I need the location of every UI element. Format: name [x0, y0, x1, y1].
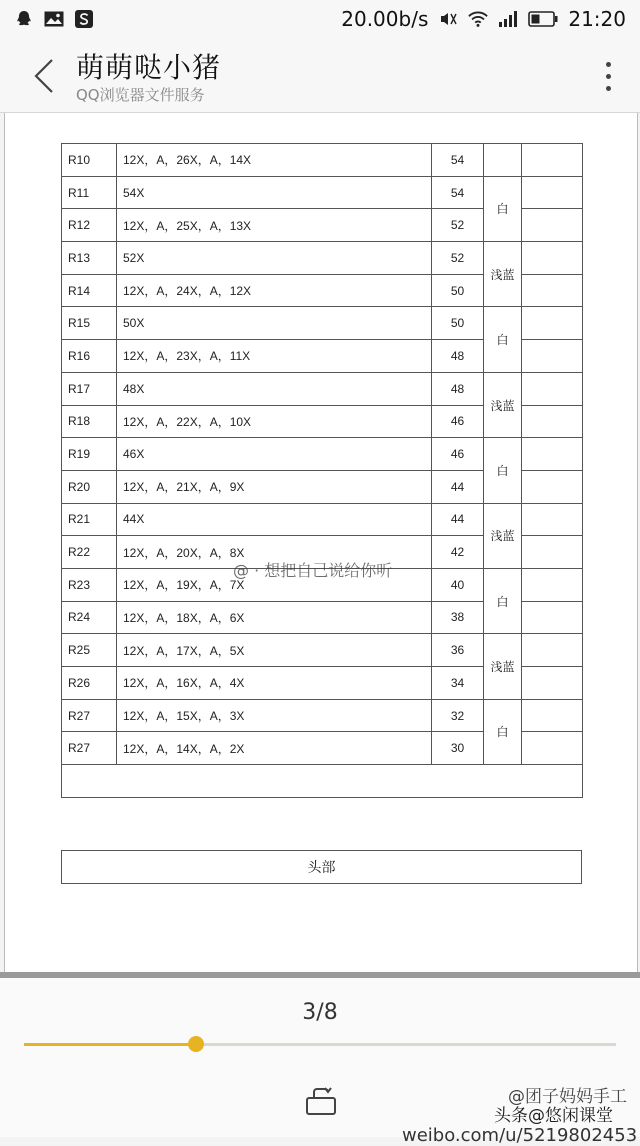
row-description: 12X，A，19X，A，7X: [117, 568, 432, 601]
row-count: 46: [432, 438, 484, 471]
empty-cell: [62, 765, 583, 798]
row-code: R12: [62, 209, 117, 242]
head-label-box: 头部: [61, 850, 582, 884]
table-row: [62, 634, 583, 667]
blank-cell: [522, 503, 583, 536]
color-cell: [484, 144, 522, 177]
row-count: 44: [432, 503, 484, 536]
row-code: R26: [62, 667, 117, 700]
blank-cell: [522, 568, 583, 601]
signal-icon: [498, 10, 518, 28]
blank-cell: [522, 274, 583, 307]
color-cell: 白: [484, 568, 522, 633]
color-cell: 白: [484, 438, 522, 503]
row-description: 12X，A，26X，A，14X: [117, 144, 432, 177]
row-count: 46: [432, 405, 484, 438]
row-description: 12X，A，17X，A，5X: [117, 634, 432, 667]
row-count: 48: [432, 372, 484, 405]
table-row: [62, 372, 583, 405]
color-cell: 浅蓝: [484, 242, 522, 307]
row-code: R27: [62, 732, 117, 765]
row-code: R16: [62, 340, 117, 373]
row-code: R17: [62, 372, 117, 405]
color-cell: 浅蓝: [484, 372, 522, 437]
row-count: 42: [432, 536, 484, 569]
network-speed: 20.00b/s: [341, 7, 429, 31]
row-code: R15: [62, 307, 117, 340]
row-code: R18: [62, 405, 117, 438]
blank-cell: [522, 536, 583, 569]
row-description: 12X，A，18X，A，6X: [117, 601, 432, 634]
row-count: 54: [432, 144, 484, 177]
row-count: 40: [432, 568, 484, 601]
row-description: 46X: [117, 438, 432, 471]
row-description: 52X: [117, 242, 432, 275]
row-description: 12X，A，24X，A，12X: [117, 274, 432, 307]
page-title: 萌萌哒小猪: [76, 51, 222, 84]
row-count: 38: [432, 601, 484, 634]
blank-cell: [522, 209, 583, 242]
watermark-text: @ · 想把自己说给你听: [233, 561, 393, 580]
page-indicator: 3/8: [302, 1000, 338, 1025]
table-row: [62, 438, 583, 471]
qq-icon: [14, 10, 34, 28]
row-description: 12X，A，14X，A，2X: [117, 732, 432, 765]
row-count: 34: [432, 667, 484, 700]
status-bar: [0, 0, 640, 38]
row-count: 50: [432, 274, 484, 307]
table-row: [62, 242, 583, 275]
chevron-left-icon: [33, 58, 55, 94]
blank-cell: [522, 405, 583, 438]
row-count: 52: [432, 242, 484, 275]
slider-fill: [24, 1043, 196, 1046]
app-header: [0, 38, 640, 113]
blank-cell: [522, 176, 583, 209]
row-code: R20: [62, 470, 117, 503]
row-code: R25: [62, 634, 117, 667]
row-description: 12X，A，23X，A，11X: [117, 340, 432, 373]
viewer-controls: [0, 978, 640, 1146]
row-count: 44: [432, 470, 484, 503]
more-dot-icon: [606, 62, 611, 67]
row-count: 54: [432, 176, 484, 209]
table-row: [62, 176, 583, 209]
wifi-icon: [468, 10, 488, 28]
blank-cell: [522, 242, 583, 275]
row-count: 48: [432, 340, 484, 373]
row-description: 12X，A，25X，A，13X: [117, 209, 432, 242]
row-description: 44X: [117, 503, 432, 536]
color-cell: 白: [484, 176, 522, 241]
table-row-empty: [62, 765, 583, 798]
color-cell: 白: [484, 699, 522, 764]
color-cell: 白: [484, 307, 522, 372]
row-count: 50: [432, 307, 484, 340]
rotate-screen-button[interactable]: [304, 1083, 338, 1117]
row-count: 32: [432, 699, 484, 732]
document-page[interactable]: [4, 113, 638, 973]
more-dot-icon: [606, 86, 611, 91]
blank-cell: [522, 667, 583, 700]
battery-icon: [528, 10, 558, 28]
row-description: 12X，A，15X，A，3X: [117, 699, 432, 732]
blank-cell: [522, 438, 583, 471]
pattern-table: [61, 143, 583, 798]
row-code: R27: [62, 699, 117, 732]
blank-cell: [522, 144, 583, 177]
more-dot-icon: [606, 74, 611, 79]
table-row: [62, 144, 583, 177]
row-code: R24: [62, 601, 117, 634]
table-row: [62, 503, 583, 536]
row-description: 50X: [117, 307, 432, 340]
blank-cell: [522, 634, 583, 667]
sogou-icon: [74, 10, 94, 28]
table-row: [62, 699, 583, 732]
clock: 21:20: [568, 7, 626, 31]
blank-cell: [522, 732, 583, 765]
blank-cell: [522, 699, 583, 732]
color-cell: 浅蓝: [484, 634, 522, 699]
slider-thumb[interactable]: [188, 1036, 204, 1052]
page-slider[interactable]: [24, 1043, 616, 1046]
row-description: 48X: [117, 372, 432, 405]
row-code: R13: [62, 242, 117, 275]
row-code: R22: [62, 536, 117, 569]
watermark-author: @团子妈妈手工: [508, 1087, 627, 1107]
row-code: R10: [62, 144, 117, 177]
row-description: 54X: [117, 176, 432, 209]
more-options-button[interactable]: [598, 54, 618, 98]
row-code: R23: [62, 568, 117, 601]
table-row: [62, 307, 583, 340]
mute-icon: [438, 10, 458, 28]
row-code: R11: [62, 176, 117, 209]
image-icon: [44, 10, 64, 28]
blank-cell: [522, 601, 583, 634]
row-code: R14: [62, 274, 117, 307]
row-count: 30: [432, 732, 484, 765]
blank-cell: [522, 340, 583, 373]
row-count: 36: [432, 634, 484, 667]
row-description: 12X，A，21X，A，9X: [117, 470, 432, 503]
color-cell: 浅蓝: [484, 503, 522, 568]
row-code: R19: [62, 438, 117, 471]
blank-cell: [522, 372, 583, 405]
row-code: R21: [62, 503, 117, 536]
rotate-icon: [304, 1083, 338, 1117]
row-description: 12X，A，22X，A，10X: [117, 405, 432, 438]
watermark-toutiao: 头条@悠闲课堂: [494, 1106, 613, 1126]
row-description: 12X，A，16X，A，4X: [117, 667, 432, 700]
row-description: 12X，A，20X，A，8X: [117, 536, 432, 569]
row-count: 52: [432, 209, 484, 242]
back-button[interactable]: [24, 54, 64, 98]
watermark-weibo: weibo.com/u/5219802453: [402, 1125, 638, 1146]
page-subtitle: QQ浏览器文件服务: [76, 86, 205, 104]
blank-cell: [522, 470, 583, 503]
blank-cell: [522, 307, 583, 340]
